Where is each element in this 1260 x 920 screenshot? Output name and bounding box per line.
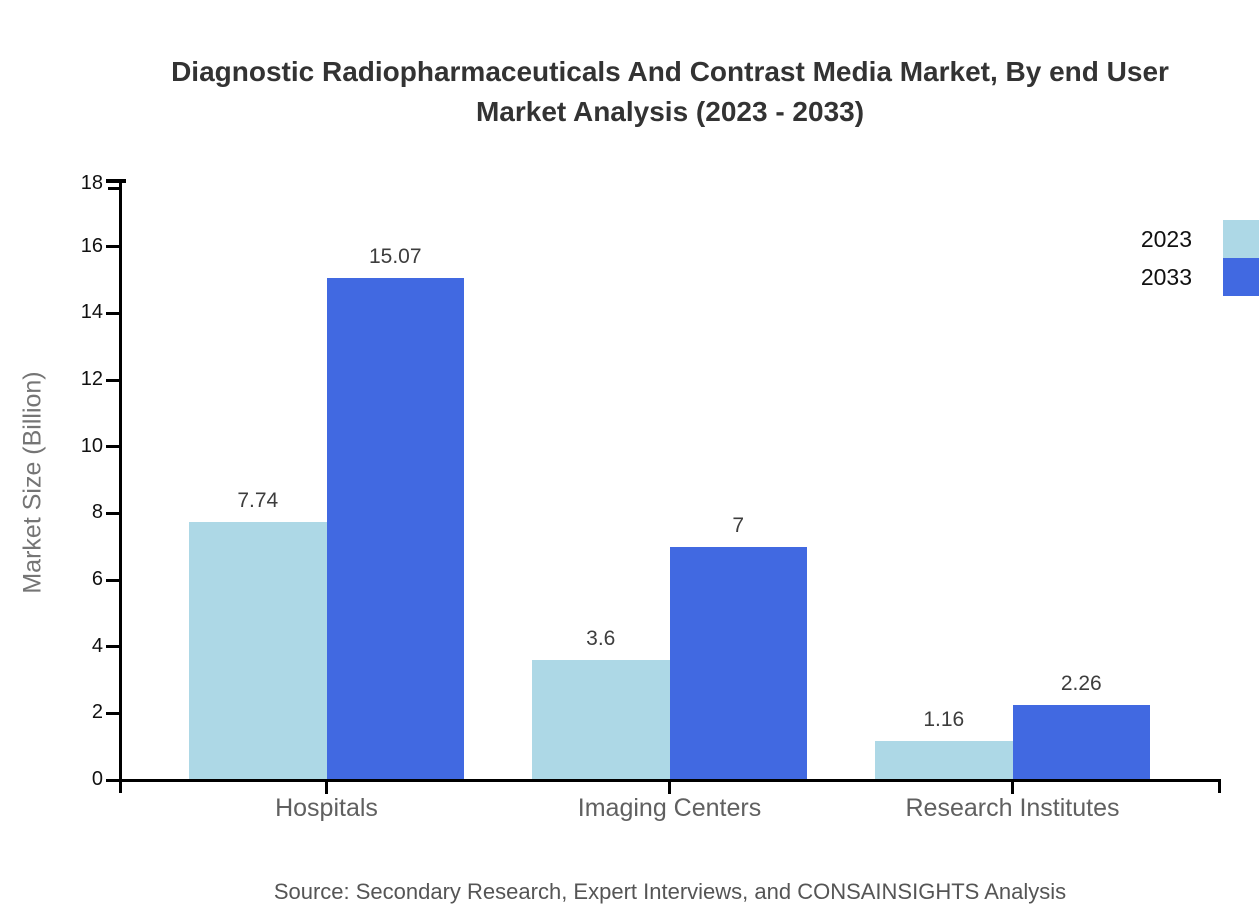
y-tick-0: [106, 779, 120, 782]
y-tick-14: [106, 312, 120, 315]
y-tick-label-14: 14: [80, 301, 103, 324]
bar-hospitals-2023: [189, 522, 327, 780]
y-tick-16: [106, 245, 120, 248]
y-tick-4: [106, 645, 120, 648]
category-label-imaging-centers: Imaging Centers: [577, 794, 762, 822]
y-tick-label-12: 12: [80, 368, 103, 391]
bar-value-research-institutes-2023: 1.16: [923, 708, 965, 732]
y-tick-label-8: 8: [91, 501, 103, 524]
legend-label-2023: 2023: [1140, 225, 1192, 252]
bar-imaging-centers-2023: [532, 660, 670, 780]
y-tick-label-4: 4: [91, 634, 103, 657]
bar-value-imaging-centers-2023: 3.6: [586, 627, 616, 650]
y-tick-10: [106, 445, 120, 448]
y-tick-6: [106, 579, 120, 582]
y-axis-title: Market Size (Billion): [18, 371, 47, 594]
bar-value-hospitals-2033: 15.07: [368, 244, 422, 268]
chart-title-line-2: Market Analysis (2023 - 2033): [475, 96, 865, 127]
bar-research-institutes-2033: [1013, 705, 1151, 780]
bar-hospitals-2033: [327, 278, 465, 780]
category-label-research-institutes: Research Institutes: [905, 794, 1120, 822]
x-tick-imaging-centers: [668, 780, 671, 794]
legend-label-2033: 2033: [1140, 263, 1192, 290]
chart-title-line-1: Diagnostic Radiopharmaceuticals And Contrast Media Market, By end User: [171, 56, 1169, 87]
y-tick-label-10: 10: [80, 434, 103, 457]
x-axis-line: [107, 779, 1221, 782]
y-tick-label-16: 16: [80, 234, 103, 257]
bar-value-research-institutes-2033: 2.26: [1060, 671, 1102, 695]
y-tick-label-0: 0: [91, 768, 103, 791]
x-axis-end-cap: [1218, 780, 1221, 793]
y-tick-18: [108, 187, 120, 190]
y-tick-label-18: 18: [80, 172, 103, 195]
y-tick-label-2: 2: [91, 701, 103, 724]
x-tick-research-institutes: [1011, 780, 1014, 794]
y-tick-8: [106, 512, 120, 515]
bar-imaging-centers-2033: [670, 547, 808, 780]
source-note: Source: Secondary Research, Expert Interviews, and CONSAINSIGHTS Analysis: [273, 879, 1067, 904]
y-tick-12: [106, 379, 120, 382]
bar-research-institutes-2023: [875, 741, 1013, 780]
category-label-hospitals: Hospitals: [275, 794, 378, 822]
y-tick-2: [106, 712, 120, 715]
bar-value-hospitals-2023: 7.74: [237, 489, 279, 512]
y-axis-line: [119, 179, 122, 793]
bar-value-imaging-centers-2033: 7: [732, 513, 745, 537]
y-tick-label-6: 6: [91, 568, 103, 591]
x-tick-hospitals: [325, 780, 328, 794]
y-axis-top-cap: [106, 179, 126, 183]
